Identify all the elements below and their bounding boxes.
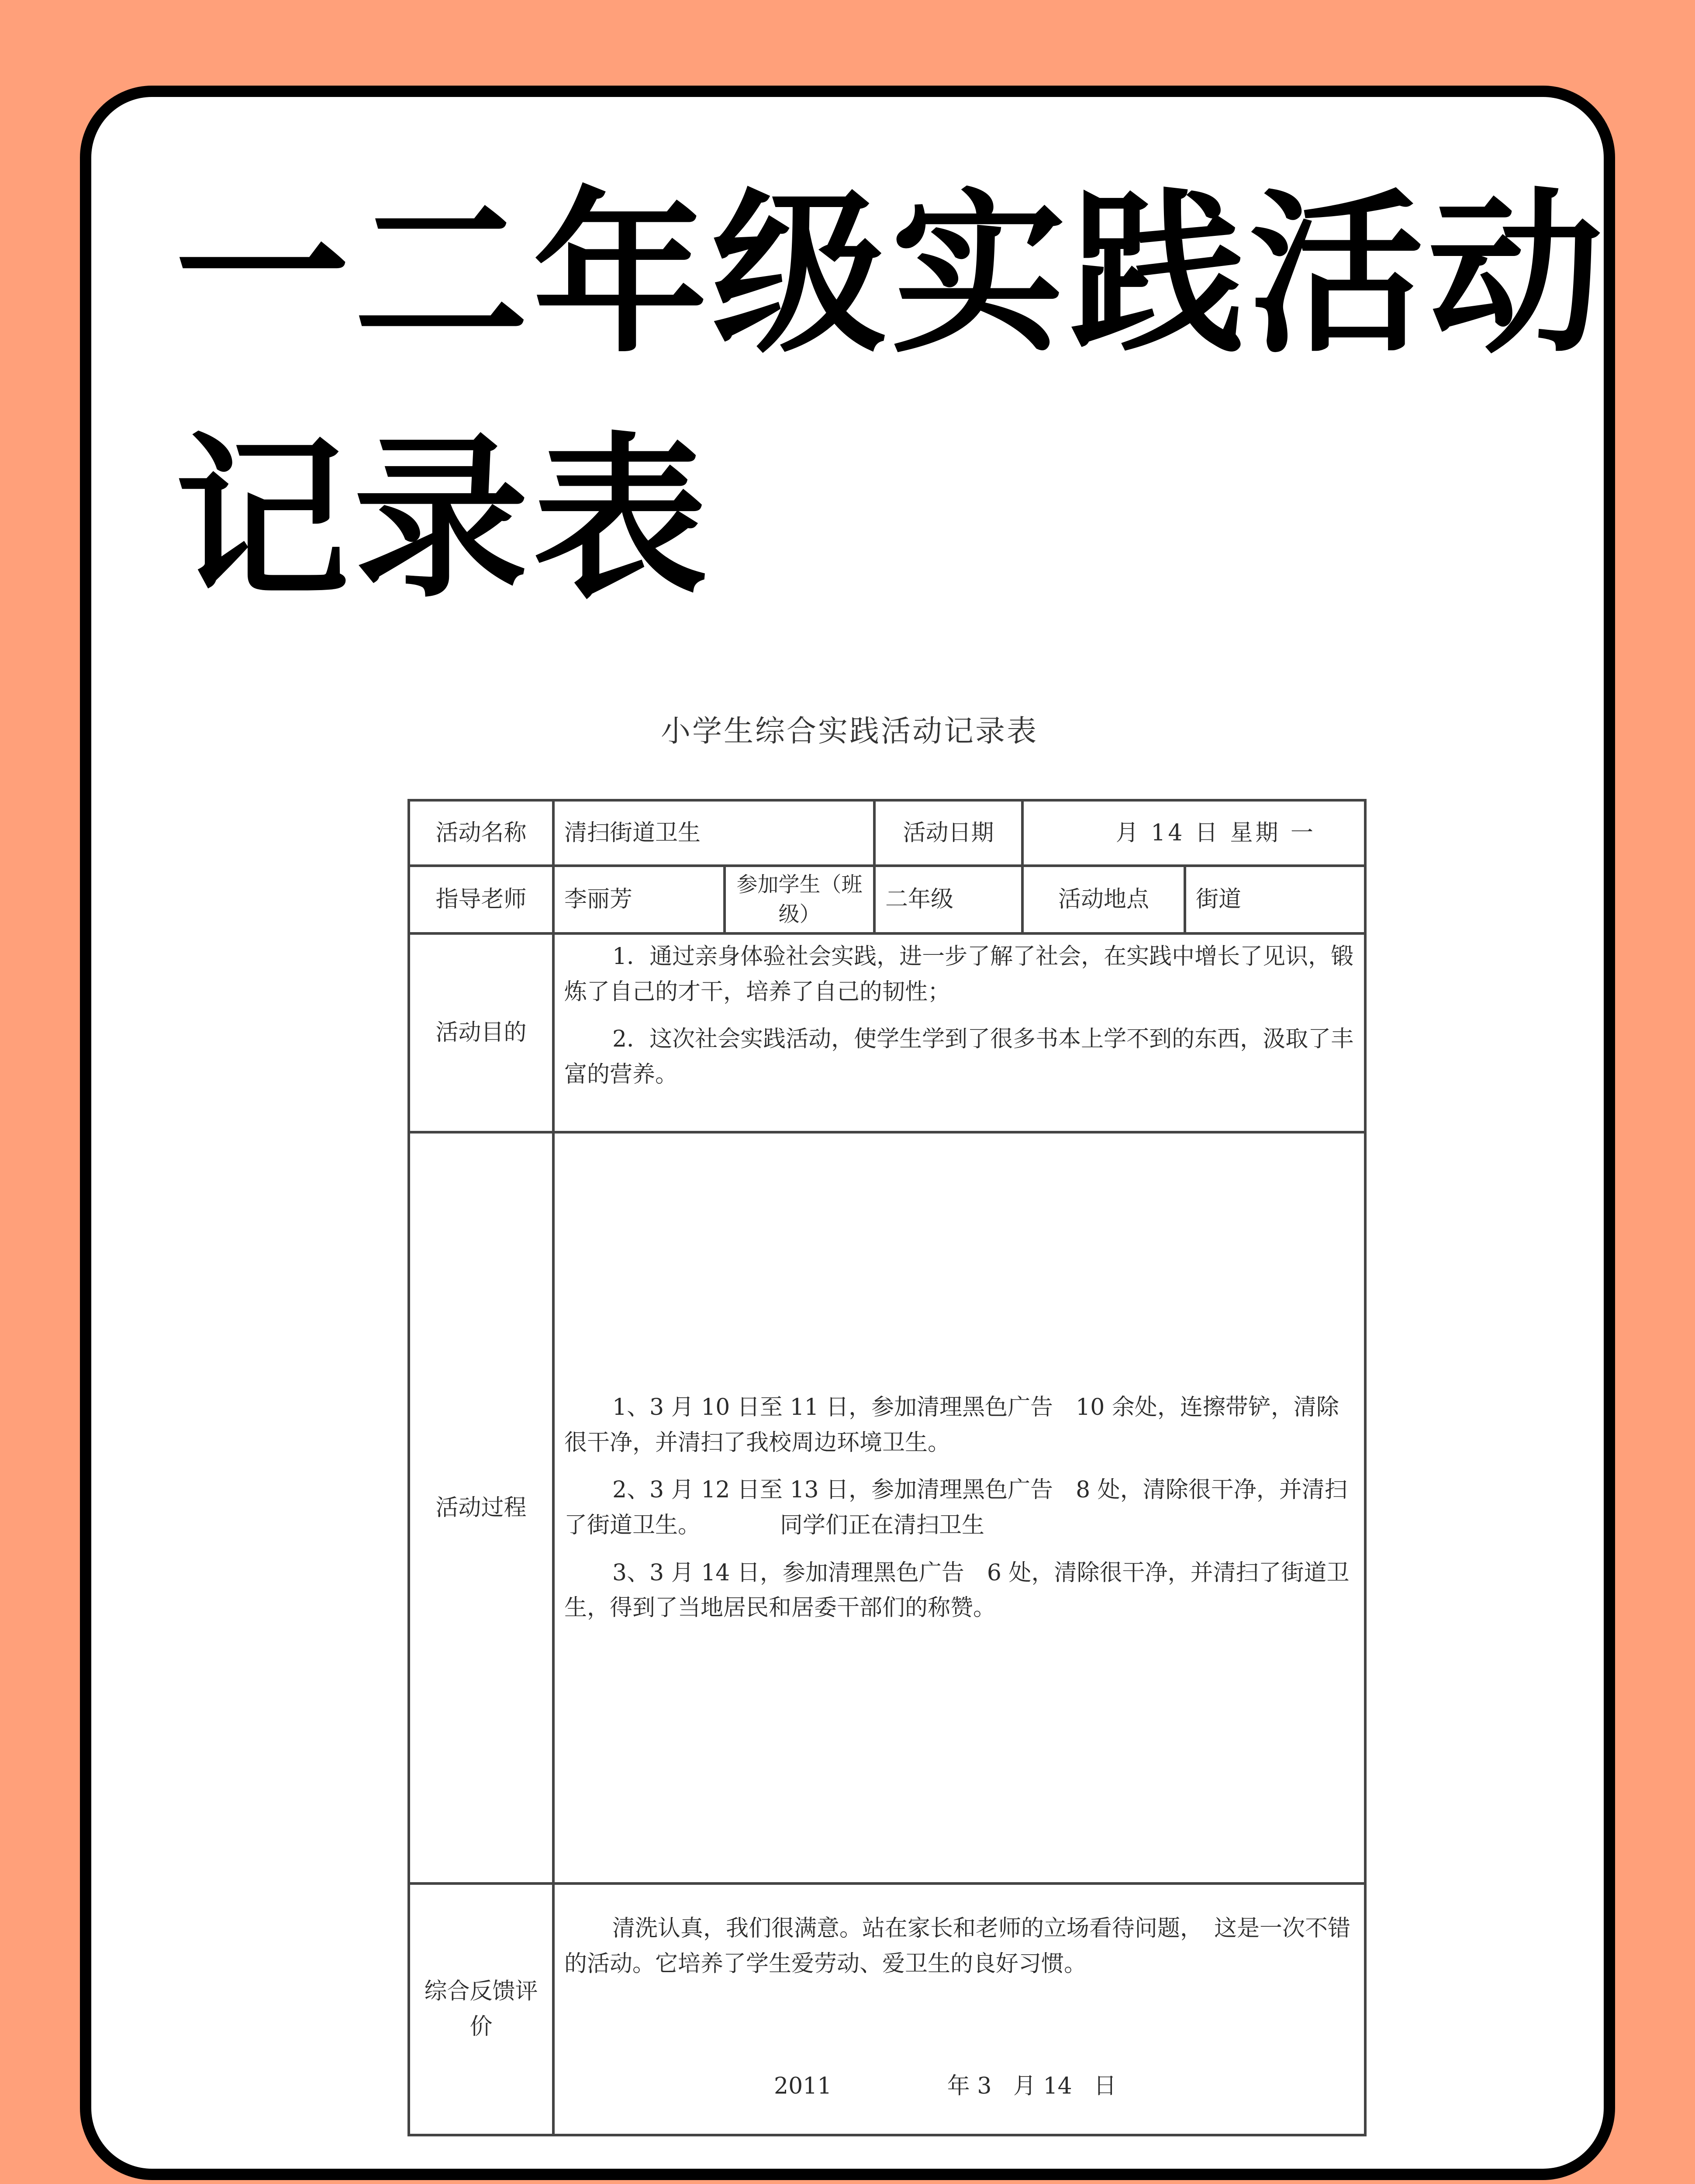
process-content — [553, 1132, 1365, 1883]
purpose-paragraph-1: 1．通过亲身体验社会实践，进一步了解了社会，在实践中增长了见识，锻炼了自己的才干，培养了自己的韧性； — [564, 943, 1354, 1005]
row-purpose — [409, 933, 1365, 1132]
teacher-label: 指导老师 — [409, 866, 553, 933]
row-process — [409, 1132, 1365, 1883]
process-paragraph-1: 1、3 月 10 日至 11 日，参加清理黑色广告 10 余处，连擦带铲，清除很干净，并清扫了我校周边环境卫生。 — [564, 1394, 1339, 1456]
feedback-content — [553, 1883, 1365, 2135]
process-paragraph-2: 2、3 月 12 日至 13 日，参加清理黑色广告 8 处，清除很干净，并清扫了街道卫生。 同学们正在清扫卫生 — [564, 1477, 1347, 1538]
purpose-paragraph-2: 2．这次社会实践活动，使学生学到了很多书本上学不到的东西，汲取了丰富的营养。 — [564, 1026, 1354, 1088]
teacher-value: 李丽芳 — [553, 866, 725, 933]
page-title-line-2: 记录表 — [175, 418, 712, 621]
place-value: 街道 — [1185, 866, 1365, 933]
row-teacher-students — [409, 866, 1365, 933]
row-feedback — [409, 1883, 1365, 2135]
process-paragraph-3: 3、3 月 14 日，参加清理黑色广告 6 处，清除很干净，并清扫了街道卫生，得到了当地居民和居委干部们的称赞。 — [564, 1559, 1350, 1621]
activity-name-label: 活动名称 — [409, 800, 553, 866]
process-label: 活动过程 — [409, 1132, 553, 1883]
row-name-date — [409, 800, 1365, 866]
feedback-label: 综合反馈评价 — [409, 1883, 553, 2135]
place-label: 活动地点 — [1022, 866, 1185, 933]
feedback-sign-date: 2011 年 3 月 14 日 — [774, 2073, 1117, 2100]
activity-name-value: 清扫街道卫生 — [553, 800, 874, 866]
activity-date-value: 月 14 日 星期 一 — [1022, 800, 1365, 866]
purpose-content — [553, 933, 1365, 1132]
students-label: 参加学生（班级） — [725, 866, 874, 933]
form-title: 小学生综合实践活动记录表 — [660, 714, 1038, 749]
students-value: 二年级 — [874, 866, 1022, 933]
purpose-label: 活动目的 — [409, 933, 553, 1132]
page-title-line-1: 一二年级实践活动 — [175, 173, 1607, 377]
feedback-text: 清洗认真，我们很满意。站在家长和老师的立场看待问题， 这是一次不错的活动。它培养了学生爱劳动、爱卫生的良好习惯。 — [564, 1915, 1351, 1977]
record-form-table — [407, 799, 1367, 2136]
activity-date-label: 活动日期 — [874, 800, 1022, 866]
